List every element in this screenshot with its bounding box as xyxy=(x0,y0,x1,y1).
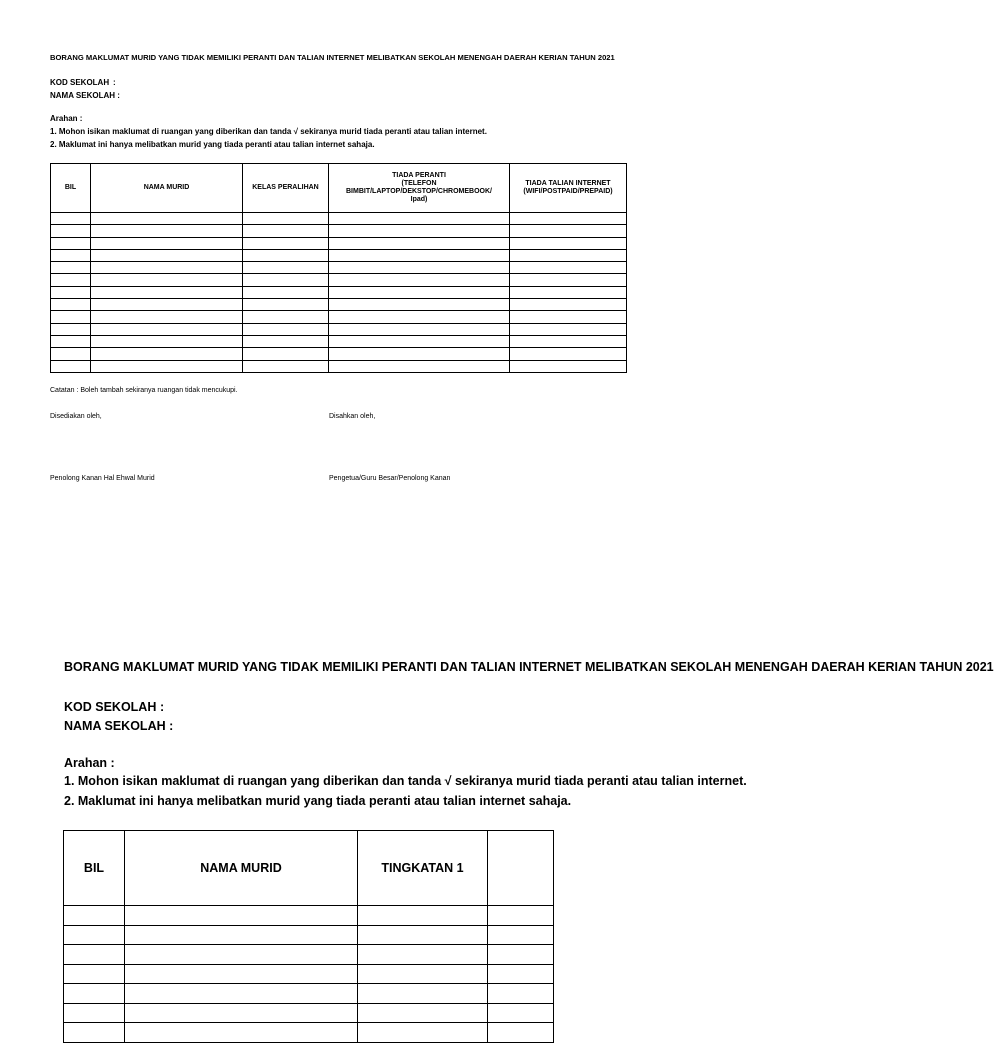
header-peranti-line-3: BIMBIT/LAPTOP/DEKSTOP/CHROMEBOOK/ xyxy=(346,188,492,195)
table-row xyxy=(64,1023,554,1043)
disediakan-label: Disediakan oleh, xyxy=(50,413,102,420)
header-tiada-talian-internet xyxy=(510,164,627,213)
signer-left: Penolong Kanan Hal Ehwal Murid xyxy=(50,475,155,482)
nama-sekolah-label: NAMA SEKOLAH : xyxy=(50,91,120,100)
table-row xyxy=(64,945,554,965)
table-row xyxy=(64,925,554,945)
table-row xyxy=(64,1003,554,1023)
header-internet-line-2: (WIFI/POSTPAID/PREPAID) xyxy=(523,188,613,195)
table-row xyxy=(51,360,627,372)
header-peranti-line-4: Ipad) xyxy=(410,196,428,203)
table-row xyxy=(51,262,627,274)
table-row xyxy=(51,348,627,360)
zoomed-arahan-label: Arahan : xyxy=(64,756,115,770)
zoomed-instruction-2: 2. Maklumat ini hanya melibatkan murid yang tiada peranti atau talian internet sahaja. xyxy=(64,794,572,808)
zoomed-nama-sekolah-label: NAMA SEKOLAH : xyxy=(64,719,174,733)
zoomed-header-next xyxy=(488,831,554,906)
header-peranti-line-1: TIADA PERANTI xyxy=(392,172,446,179)
kod-sekolah-label: KOD SEKOLAH xyxy=(50,78,110,87)
zoomed-header-bil: BIL xyxy=(64,831,125,906)
table-row xyxy=(51,237,627,249)
kod-sekolah-colon: : xyxy=(113,78,116,87)
form-title: BORANG MAKLUMAT MURID YANG TIDAK MEMILIKI PERANTI DAN TALIAN INTERNET MELIBATKAN SEKOLAH MENENGAH DAERAH KERIAN TAHUN 2021 xyxy=(50,53,615,62)
zoomed-form-title: BORANG MAKLUMAT MURID YANG TIDAK MEMILIKI PERANTI DAN TALIAN INTERNET MELIBATKAN SEKOLAH MENENGAH DAERAH KERIAN TAHUN 2021 xyxy=(64,660,994,674)
header-tiada-peranti xyxy=(329,164,510,213)
instruction-1: 1. Mohon isikan maklumat di ruangan yang diberikan dan tanda √ sekiranya murid tiada peranti atau talian internet. xyxy=(50,127,487,136)
table-row xyxy=(64,906,554,926)
table-row xyxy=(51,323,627,335)
zoomed-header-tingkatan: TINGKATAN 1 xyxy=(358,831,488,906)
instruction-2: 2. Maklumat ini hanya melibatkan murid yang tiada peranti atau talian internet sahaja. xyxy=(50,140,375,149)
zoomed-kod-sekolah-label: KOD SEKOLAH xyxy=(64,700,157,714)
table-header-row xyxy=(51,164,627,213)
arahan-label: Arahan : xyxy=(50,114,83,123)
table-row xyxy=(51,299,627,311)
student-table xyxy=(50,163,627,373)
header-peranti-line-2: (TELEFON xyxy=(401,180,437,187)
header-kelas-peralihan: KELAS PERALIHAN xyxy=(243,164,329,213)
disahkan-label: Disahkan oleh, xyxy=(329,413,376,420)
table-row xyxy=(51,225,627,237)
header-bil: BIL xyxy=(51,164,91,213)
table-row xyxy=(64,984,554,1004)
zoomed-kod-sekolah-colon: : xyxy=(160,700,165,714)
zoomed-table-header-row xyxy=(64,831,554,906)
zoomed-student-table xyxy=(63,830,554,1043)
signer-right: Pengetua/Guru Besar/Penolong Kanan xyxy=(329,475,451,482)
table-row xyxy=(51,311,627,323)
zoomed-header-nama-murid: NAMA MURID xyxy=(125,831,358,906)
zoomed-instruction-1: 1. Mohon isikan maklumat di ruangan yang diberikan dan tanda √ sekiranya murid tiada peranti atau talian internet. xyxy=(64,774,747,788)
header-nama-murid: NAMA MURID xyxy=(91,164,243,213)
table-row xyxy=(51,249,627,261)
table-row xyxy=(51,213,627,225)
table-row xyxy=(51,286,627,298)
catatan-note: Catatan : Boleh tambah sekiranya ruangan tidak mencukupi. xyxy=(50,387,238,394)
table-row xyxy=(51,335,627,347)
header-internet-line-1: TIADA TALIAN INTERNET xyxy=(525,180,611,187)
table-row xyxy=(64,964,554,984)
zoomed-form-preview xyxy=(0,640,994,1024)
table-row xyxy=(51,274,627,286)
